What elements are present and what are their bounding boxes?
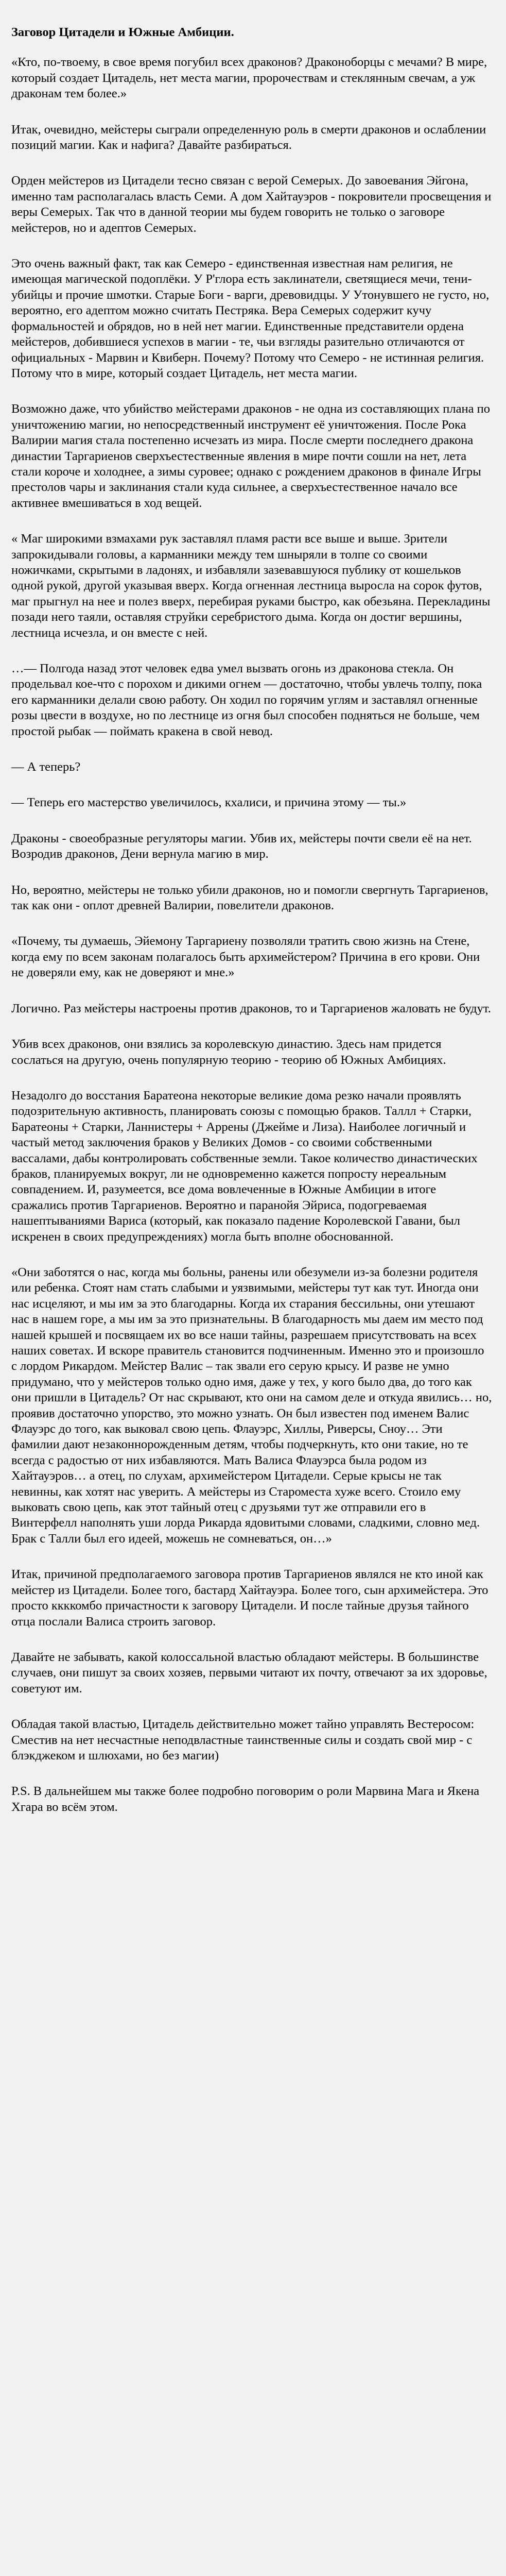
paragraph: …— Полгода назад этот человек едва умел вызвать огонь из драконова стекла. Он продельвал кое-что с порохом и дикими огнем — достаточно, чтобы увлечь толпу, пока его карманники делали свою работу. Он ходил по горячим углям и заставлял огненные розы цвести в воздухе, но по лестнице из огня был способен подняться не больше, чем простой рыбак — поймать кракена в свой невод. bbox=[11, 662, 482, 738]
paragraph: Но, вероятно, мейстеры не только убили драконов, но и помогли свергнуть Таргариенов, так как они - оплот древней Валирии, повелители драконов. bbox=[11, 883, 488, 913]
paragraph: Обладая такой властью, Цитадель действительно может тайно управлять Вестеросом: Сместив на нет несчастные неподвластные таинственные силы и создать свой мир - с блэкджеком и шлюхами, но без магии) bbox=[11, 1717, 475, 1762]
paragraph: Логично. Раз мейстеры настроены против драконов, то и Таргариенов жаловать не будут. bbox=[11, 1001, 491, 1015]
paragraph: P.S. В дальнейшем мы также более подробно поговорим о роли Марвина Мага и Якена Хгара во всём этом. bbox=[11, 1784, 480, 1814]
paragraph: Орден мейстеров из Цитадели тесно связан с верой Семерых. До завоевания Эйгона, именно там располагалась власть Семи. А дом Хайтауэров - покровители просвещения и веры Семерых. Так что в данной теории мы будем говорить не только о заговоре мейстеров, но и адептов Семерых. bbox=[11, 174, 492, 235]
article bbox=[11, 25, 493, 1835]
paragraph: — А теперь? bbox=[11, 760, 81, 774]
paragraph: — Теперь его мастерство увеличилось, кхалиси, и причина этому — ты.» bbox=[11, 795, 407, 810]
paragraph: Итак, причиной предполагаемого заговора против Таргариенов являлся не кто иной как мейстер из Цитадели. Более того, бастард Хайтауэра. Более того, сын архимейстера. Это просто ккккомбо причастности к заговору Цитадели. И после тайные друзья тайного отца послали Валиса строить заговор. bbox=[11, 1567, 488, 1629]
article-title: Заговор Цитадели и Южные Амбиции. bbox=[11, 25, 234, 39]
paragraph: Убив всех драконов, они взялись за королевскую династию. Здесь нам придется сослаться на другую, очень популярную теорию - теорию об Южных Амбициях. bbox=[11, 1037, 446, 1067]
paragraph: «Они заботятся о нас, когда мы больны, ранены или обезумели из-за болезни родителя или ребенка. Стоят нам стать слабыми и уязвимыми, мейстеры тут как тут. Иногда они нас исцеляют, и мы им за это благодарны. Когда их старания бессильны, они утешают нас в нашем горе, а мы им за это признательны. В благодарность мы даем им место под нашей крышей и посвящаем их во все наши тайны, разрешаем присутствовать на всех наших советах. И вскоре правитель становится подчиненным. Именно это и произошло с лордом Рикардом. Мейстер Валис – так звали его серую крысу. И разве не умно придумано, что у мейстеров только одно имя, даже у тех, у кого было два, до того как они пришли в Цитадель? От нас скрывают, кто они на самом деле и откуда явились… но, проявив достаточно упорство, это можно узнать. Он был известен под именем Валис Флауэрс до того, как выковал свою цепь. Флауэрс, Хиллы, Риверсы, Сноу… Эти фамилии дают незаконнорожденным детям, чтобы подчеркнуть, кто они такие, но те всегда с радостью от них избавляются. Мать Валиса Флауэрса была родом из Хайтауэров… а отец, по слухам, архимейстером Цитадели. Серые крысы не так невинны, как хотят нас уверить. А мейстеры из Староместа хуже всего. Стоило ему выковать свою цепь, как этот тайный отец с друзьями тут же отправили его в Винтерфелл наполнять уши лорда Рикарда ядовитыми словами, сладкими, словно мед. Брак с Талли был его идеей, можешь не сомневаться, он…» bbox=[11, 1265, 492, 1546]
paragraph: Возможно даже, что убийство мейстерами драконов - не одна из составляющих плана по уничтожению магии, но непосредственный инструмент её уничтожения. После Рока Валирии магия стала постепенно исчезать из мира. После смерти последнего дракона династии Таргариенов сверхъестественные явления в мире почти сошли на нет, лета стали короче и холоднее, а зимы суровее; однако с рождением драконов в финале Игры престолов чары и заклинания стали куда сильнее, а сверхъестественное начало все активнее вмешиваться в ход вещей. bbox=[11, 402, 490, 510]
paragraph: « Маг широкими взмахами рук заставлял пламя расти все выше и выше. Зрители запрокидывали головы, а карманники между тем шныряли в толпе со своими ножичками, скрытыми в ладонях, и избавляли зазевавшуюся публику от кошельков одной рукой, другой указывая вверх. Когда огненная лестница выросла на сорок футов, маг прыгнул на нее и полез вверх, перебирая руками быстро, как обезьяна. Перекладины позади него таяли, оставляя струйки серебристого дыма. Когда он достиг вершины, лестница исчезла, и он вместе с ней. bbox=[11, 532, 491, 640]
paragraph: Драконы - своеобразные регуляторы магии. Убив их, мейстеры почти свели её на нет. Возродив драконов, Дени вернула магию в мир. bbox=[11, 831, 472, 861]
paragraph: Незадолго до восстания Баратеона некоторые великие дома резко начали проявлять подозрительную активность, планировать союзы с помощью браков. Таллл + Старки, Баратеоны + Старки, Ланнистеры + Аррены (Джейме и Лиза). Наиболее логичный и частый метод заключения браков у Великих Домов - со своими собственными вассалами, дабы контролировать собственные земли. Такое количество династических браков, планируемых вокруг, ли не одновременно кажется попросту нереальным совпадением. И, разумеется, все дома вовлеченные в Южные Амбиции в итоге сражались против Таргариенов. Вероятно и паранойя Эйриса, подогреваемая нашептываниями Вариса (который, как показало падение Королевской Гавани, был искренен в своих предупреждениях) могла быть вполне обоснованной. bbox=[11, 1088, 478, 1244]
paragraph: Давайте не забывать, какой колоссальной властью обладают мейстеры. В большинстве случаев, они пишут за своих хозяев, первыми читают их почту, отвечают за их здоровье, советуют им. bbox=[11, 1650, 487, 1696]
paragraph: Итак, очевидно, мейстеры сыграли определенную роль в смерти драконов и ослаблении позиций магии. Как и нафига? Давайте разбираться. bbox=[11, 122, 486, 152]
paragraph: Это очень важный факт, так как Семеро - единственная известная нам религия, не имеющая магической подоплёки. У Р'глора есть заклинатели, светящиеся мечи, тени-убийцы и прочие шмотки. Старые Боги - варги, древовидцы. У Утонувшего не густо, но, вероятно, его адептом можно считать Пестряка. Вера Семерых содержит кучу формальностей и обрядов, но в ней нет магии. Единственные представители ордена мейстеров, добившиеся успехов в магии - те, чьи взгляды разительно отличаются от официальных - Марвин и Квиберн. Почему? Потому что Семеро - не истинная религия. Потому что в мире, который создает Цитадель, нет места магии. bbox=[11, 257, 490, 380]
paragraph: «Кто, по-твоему, в свое время погубил всех драконов? Драконоборцы с мечами? В мире, который создает Цитадель, нет места магии, пророчествам и стеклянным свечам, а уж драконам тем более.» bbox=[11, 55, 487, 101]
paragraph: «Почему, ты думаешь, Эйемону Таргариену позволяли тратить свою жизнь на Стене, когда ему по всем законам полагалось быть архимейстером? Причина в его крови. Они не доверяли ему, как не доверяют и мне.» bbox=[11, 934, 480, 980]
